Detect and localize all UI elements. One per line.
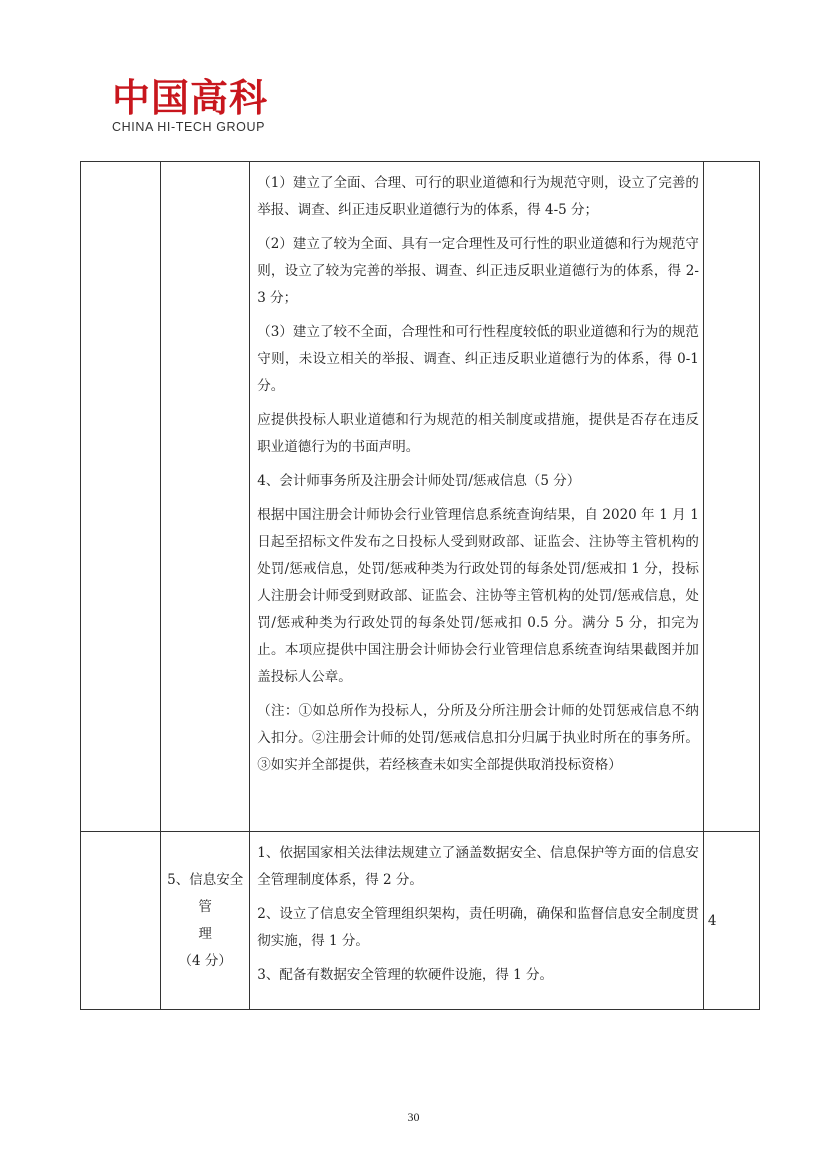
paragraph: 应提供投标人职业道德和行为规范的相关制度或措施，提供是否存在违反职业道德行为的书面声明。 <box>257 412 699 455</box>
scoring-table <box>80 161 760 1010</box>
criterion-title: 5、信息安全管 <box>167 871 244 915</box>
paragraph: 3、配备有数据安全管理的软硬件设施，得 1 分。 <box>257 967 553 983</box>
paragraph: 1、依据国家相关法律法规建立了涵盖数据安全、信息保护等方面的信息安全管理制度体系，得 2 分。 <box>257 845 699 888</box>
table-row <box>81 162 760 832</box>
content-cell <box>250 162 704 832</box>
criterion-cell <box>161 832 250 1010</box>
category-cell <box>81 832 161 1010</box>
content-cell <box>250 832 704 1010</box>
score-cell <box>703 162 759 832</box>
table-row <box>81 832 760 1010</box>
criterion-cell <box>161 162 250 832</box>
score-value: 4 <box>703 832 759 1010</box>
criterion-title-cont: 理 <box>198 925 212 942</box>
paragraph: 4、会计师事务所及注册会计师处罚/惩戒信息（5 分） <box>257 473 581 489</box>
paragraph: （注：①如总所作为投标人，分所及分所注册会计师的处罚惩戒信息不纳入扣分。②注册会计师的处罚/惩戒信息扣分归属于执业时所在的事务所。③如实并全部提供，若经核查未如实全部提供取消投标资格） <box>257 703 699 773</box>
criterion-points: （4 分） <box>178 952 232 969</box>
paragraph: （2）建立了较为全面、具有一定合理性及可行性的职业道德和行为规范守则，设立了较为完善的举报、调查、纠正违反职业道德行为的体系，得 2-3 分； <box>257 236 699 306</box>
paragraph: （3）建立了较不全面，合理性和可行性程度较低的职业道德和行为的规范守则，未设立相关的举报、调查、纠正违反职业道德行为的体系，得 0-1 分。 <box>257 324 699 394</box>
logo-chinese-text: 中国高科 <box>112 76 269 120</box>
company-logo <box>112 78 292 134</box>
category-cell <box>81 162 161 832</box>
paragraph: （1）建立了全面、合理、可行的职业道德和行为规范守则，设立了完善的举报、调查、纠正违反职业道德行为的体系，得 4-5 分； <box>257 175 699 218</box>
logo-english-text: CHINA HI-TECH GROUP <box>112 120 266 134</box>
paragraph: 2、设立了信息安全管理组织架构，责任明确，确保和监督信息安全制度贯彻实施，得 1 分。 <box>257 906 699 949</box>
page-number: 30 <box>407 1110 420 1124</box>
paragraph: 根据中国注册会计师协会行业管理信息系统查询结果，自 2020 年 1 月 1 日起至招标文件发布之日投标人受到财政部、证监会、注协等主管机构的处罚/惩戒信息，处罚/惩戒种类为行政处罚的每条处罚/惩戒扣 1 分，投标人注册会计师受到财政部、证监会、注协等主管机构的处罚/惩戒信息，处罚/惩戒种类为行政处罚的每条处罚/惩戒扣 0.5 分。满分 5 分，扣完为止。本项应提供中国注册会计师协会行业管理信息系统查询结果截图并加盖投标人公章。 <box>257 507 699 685</box>
